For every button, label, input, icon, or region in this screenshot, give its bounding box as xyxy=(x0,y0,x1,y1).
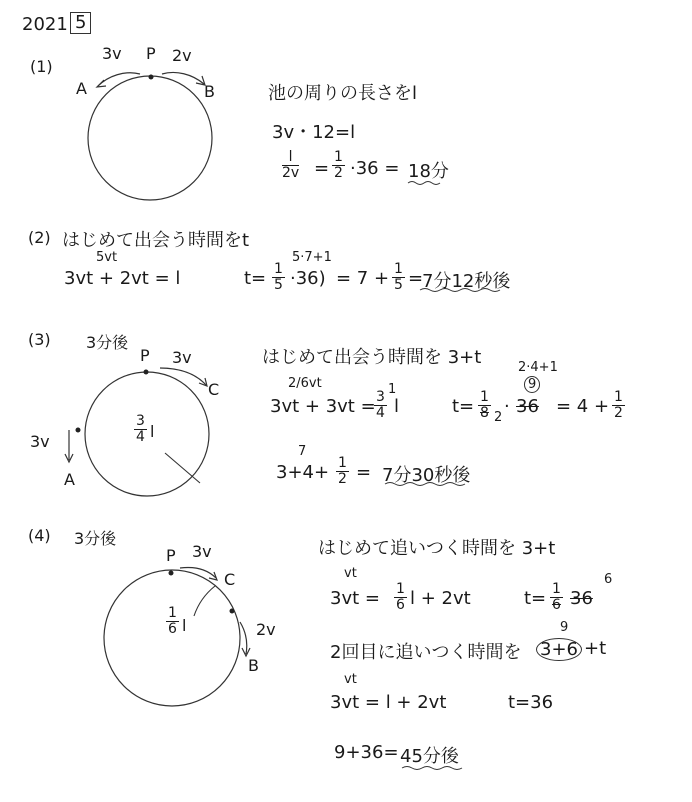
q3-heading: はじめて出会う時間を 3+t xyxy=(262,347,482,368)
q1-line2: 3v・12=l xyxy=(272,122,356,143)
q4-t-eq: t= xyxy=(524,588,547,609)
q4-arrow-p xyxy=(180,567,216,578)
q3-sum-eq: = xyxy=(356,462,372,483)
q1-pond-circle xyxy=(88,76,212,200)
q1-half-num: 1 xyxy=(334,149,343,165)
q4-eq2-t: t=36 xyxy=(508,692,554,713)
q3-answer: 7分30秒後 xyxy=(382,465,471,486)
q3-arc-frac xyxy=(134,414,147,445)
q4-eq-frac xyxy=(394,582,407,613)
q2-frac-den: 5 xyxy=(274,277,283,293)
q4-tf-small: 6 xyxy=(604,572,613,587)
q4-pond-circle xyxy=(104,570,240,706)
q4-eq2: 3vt = l + 2vt xyxy=(330,692,447,713)
q3-pond-circle xyxy=(85,372,209,496)
q4-tf-num: 1 xyxy=(552,581,561,597)
q3-label-p: P xyxy=(140,346,150,365)
q3-after: 3分後 xyxy=(86,333,129,352)
q3-sum-top: 7 xyxy=(298,444,307,459)
q4-heading: はじめて追いつく時間を 3+t xyxy=(318,538,556,559)
q1-label-a: A xyxy=(76,79,87,98)
q3-frac2 xyxy=(612,390,625,421)
q1-label-b: B xyxy=(204,82,215,101)
q2-frac-one-fifth xyxy=(272,262,285,293)
q4-speed-b: 2v xyxy=(256,620,276,639)
q4-point-p xyxy=(169,571,174,576)
q3-arc-var: l xyxy=(150,422,155,441)
q2-answer: 7分12秒後 xyxy=(422,271,511,292)
q4-heading2: 2回目に追いつく時間を xyxy=(330,642,522,663)
q1-frac-half xyxy=(332,150,345,181)
q4-h2-circ: 3+6 xyxy=(536,638,582,661)
q3-speed-a: 3v xyxy=(30,432,50,451)
q4-label-c: C xyxy=(224,570,236,589)
q4-eq-frac-den: 6 xyxy=(396,597,405,613)
q2-mid: = 7 + xyxy=(336,268,390,289)
q3-eq-frac xyxy=(374,390,387,421)
q4-answer: 45分後 xyxy=(400,746,459,767)
q2-label: (2) xyxy=(28,228,51,247)
q3-mid: = 4 + xyxy=(556,396,610,417)
q3-tf-den: 8 xyxy=(480,405,489,421)
q3-label: (3) xyxy=(28,330,51,349)
q1-eq-sign: = xyxy=(314,158,330,179)
header-problem-number: 5 xyxy=(70,12,91,34)
q3-sum-den: 2 xyxy=(338,471,347,487)
q1-answer: 18分 xyxy=(408,161,449,182)
q2-over-note: 5vt xyxy=(96,250,118,265)
q4-arc-var: l xyxy=(182,616,187,635)
q1-speed-b: 2v xyxy=(172,46,192,65)
q2-after-frac: ·36) xyxy=(290,268,326,289)
q4-label: (4) xyxy=(28,526,51,545)
q1-line1: 池の周りの長さをl xyxy=(268,83,418,104)
q2-frac2 xyxy=(392,262,405,293)
q1-frac-l-over-2v xyxy=(282,150,299,181)
q4-h2-tail: +t xyxy=(584,638,607,659)
q1-label: (1) xyxy=(30,57,53,76)
q1-line3-rest: ·36 = xyxy=(350,158,400,179)
q4-eq-frac-num: 1 xyxy=(396,581,405,597)
q4-t-frac xyxy=(550,582,563,613)
q4-point-b xyxy=(230,609,235,614)
q3-point-a xyxy=(76,428,81,433)
q4-over-note: vt xyxy=(344,566,357,581)
q3-times: · xyxy=(504,396,510,417)
q3-tf-num: 1 xyxy=(480,389,489,405)
q1-label-p: P xyxy=(146,44,156,63)
q3-frac2-num: 1 xyxy=(614,389,623,405)
q2-eq-left: 3vt + 2vt = l xyxy=(64,268,181,289)
q4-eq-left: 3vt = xyxy=(330,588,380,609)
q1-frac-den: 2v xyxy=(282,165,300,181)
q3-radius-line xyxy=(165,453,200,483)
q3-eq-frac-num: 3 xyxy=(376,389,385,405)
q3-frac2-den: 2 xyxy=(614,405,623,421)
q2-heading: はじめて出会う時間をt xyxy=(62,230,250,251)
q4-after: 3分後 xyxy=(74,529,117,548)
q4-arc-num: 1 xyxy=(168,605,177,621)
q3-sum-frac xyxy=(336,456,349,487)
q2-frac2-den: 5 xyxy=(394,277,403,293)
q4-label-p: P xyxy=(166,546,176,565)
q4-speed-p: 3v xyxy=(192,542,212,561)
q3-sum-left: 3+4+ xyxy=(276,462,330,483)
q3-eq-var: l xyxy=(394,396,400,417)
q1-point-p xyxy=(149,75,154,80)
q3-over-note: 2/6vt xyxy=(288,376,322,391)
q3-eq-small: 1 xyxy=(388,382,397,397)
q3-arc-num: 3 xyxy=(136,413,145,429)
q3-point-p xyxy=(144,370,149,375)
q2-over-note2: 5·7+1 xyxy=(292,250,332,265)
q4-tf-den: 6 xyxy=(552,597,561,613)
q3-tf-den-small: 2 xyxy=(494,410,503,425)
q2-frac-num: 1 xyxy=(274,261,283,277)
q2-t-eq: t= xyxy=(244,268,267,289)
q3-label-a: A xyxy=(64,470,75,489)
q4-eq-rest: l + 2vt xyxy=(410,588,471,609)
q4-arc-line xyxy=(194,586,215,616)
q3-arc-den: 4 xyxy=(136,429,145,445)
q3-note-circ: 9 xyxy=(524,376,540,393)
q4-label-b: B xyxy=(248,656,259,675)
q3-label-c: C xyxy=(208,380,220,399)
q2-frac2-num: 1 xyxy=(394,261,403,277)
header-year: 2021 xyxy=(22,14,68,35)
q4-h2-top: 9 xyxy=(560,620,569,635)
q4-tf-struck: 36 xyxy=(570,588,593,609)
q3-arrow-p xyxy=(160,368,206,385)
q4-final-left: 9+36= xyxy=(334,742,399,763)
q3-t-eq: t= xyxy=(452,396,475,417)
q4-arc-den: 6 xyxy=(168,621,177,637)
q1-speed-a: 3v xyxy=(102,44,122,63)
q4-over-note2: vt xyxy=(344,672,357,687)
q1-half-den: 2 xyxy=(334,165,343,181)
q3-speed-p: 3v xyxy=(172,348,192,367)
q3-t-frac xyxy=(478,390,491,421)
q3-eq-left: 3vt + 3vt = xyxy=(270,396,376,417)
q3-sum-num: 1 xyxy=(338,455,347,471)
q2-eq-sign: = xyxy=(408,268,424,289)
q3-eq-frac-den: 4 xyxy=(376,405,385,421)
q3-note-top: 2·4+1 xyxy=(518,360,558,375)
q4-arc-frac xyxy=(166,606,179,637)
q4-arrow-b xyxy=(240,622,247,654)
q1-frac-num: l xyxy=(282,150,299,166)
q3-struck: 36 xyxy=(516,396,539,417)
